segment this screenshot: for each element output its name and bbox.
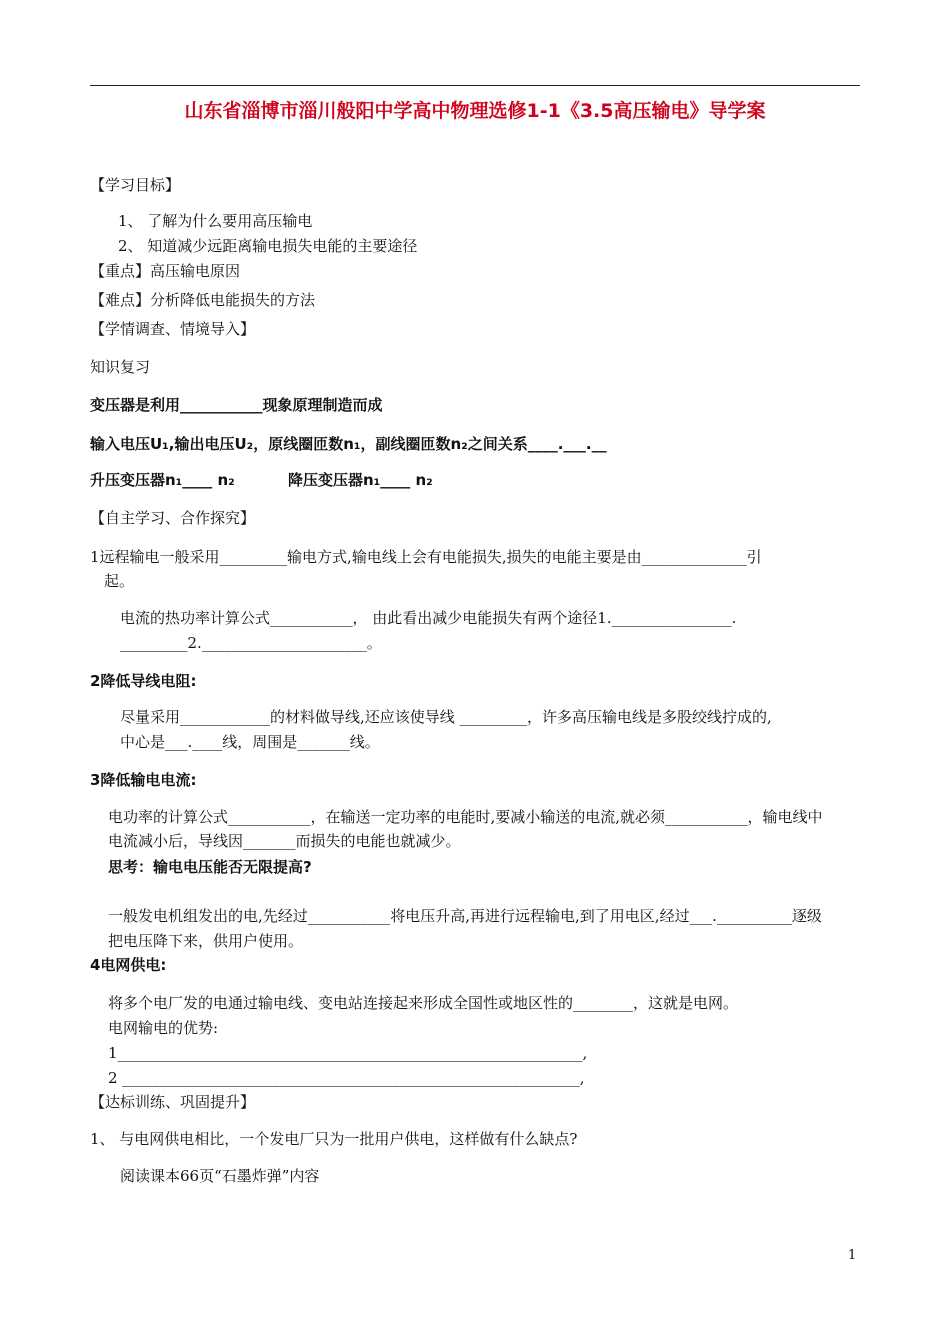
- difficulty: 【难点】分析降低电能损失的方法: [90, 291, 316, 309]
- section-3-line-4: 把电压降下来，供用户使用。: [108, 932, 304, 950]
- page-title: 山东省淄博市淄川般阳中学高中物理选修1-1《3.5高压输电》导学案: [184, 100, 766, 122]
- think-question: 思考：输电电压能否无限提高?: [108, 858, 312, 876]
- key-point: 【重点】高压输电原因: [90, 262, 241, 280]
- section-3-heading: 3降低输电电流:: [90, 771, 197, 789]
- section-3-line-3: 一般发电机组发出的电,先经过___________将电压升高,再进行远程输电,到了用电区,经过___.__________逐级: [108, 907, 822, 925]
- review-line-3b: 降压变压器n₁____ n₂: [288, 471, 433, 489]
- self-study-heading: 【自主学习、合作探究】: [90, 509, 256, 527]
- practice-heading: 【达标训练、巩固提升】: [90, 1093, 256, 1111]
- section-3-line-2: 电流减小后，导线因_______而损失的电能也就减少。: [108, 832, 461, 850]
- section-4-line-1: 将多个电厂发的电通过输电线、变电站连接起来形成全国性或地区性的________，这就是电网。: [108, 994, 739, 1012]
- reading-note: 阅读课本66页“石墨炸弹”内容: [120, 1167, 320, 1185]
- section-4-line-2: 电网输电的优势:: [108, 1019, 219, 1037]
- header-rule: [90, 85, 860, 86]
- section-3-line-1: 电功率的计算公式___________，在输送一定功率的电能时,要减小输送的电流,就必须___________，输电线中: [108, 808, 823, 826]
- review-heading: 知识复习: [90, 358, 151, 376]
- objectives-heading: 【学习目标】: [90, 176, 181, 194]
- advantage-2: 2 _____________________________________________________________,: [108, 1069, 585, 1087]
- section-2-line-1: 尽量采用____________的材料做导线,还应该使导线 _________，许多高压输电线是多股绞线拧成的,: [120, 708, 772, 726]
- q1-line-2: 起。: [104, 572, 135, 590]
- objective-item-2: 2、 知道减少远距离输电损失电能的主要途径: [118, 237, 418, 255]
- q1-line-4: _________2.______________________。: [120, 634, 382, 652]
- page-number: 1: [848, 1248, 857, 1263]
- section-2-line-2: 中心是___.____线，周围是_______线。: [120, 733, 380, 751]
- review-line-2: 输入电压U₁,输出电压U₂，原线圈匝数n₁，副线圈匝数n₂之间关系____.___.__: [90, 435, 607, 453]
- practice-question-1: 1、 与电网供电相比，一个发电厂只为一批用户供电，这样做有什么缺点?: [90, 1130, 578, 1148]
- survey-heading: 【学情调查、情境导入】: [90, 320, 256, 338]
- review-line-1: 变压器是利用___________现象原理制造而成: [90, 396, 383, 414]
- review-line-3a: 升压变压器n₁____ n₂: [90, 471, 235, 489]
- section-4-heading: 4电网供电:: [90, 956, 167, 974]
- q1-line-1: 1远程输电一般采用_________输电方式,输电线上会有电能损失,损失的电能主要是由______________引: [90, 548, 762, 566]
- advantage-1: 1______________________________________________________________,: [108, 1044, 588, 1062]
- section-2-heading: 2降低导线电阻:: [90, 672, 197, 690]
- objective-item-1: 1、 了解为什么要用高压输电: [118, 212, 313, 230]
- q1-line-3: 电流的热功率计算公式___________， 由此看出减少电能损失有两个途径1.________________.: [120, 609, 737, 627]
